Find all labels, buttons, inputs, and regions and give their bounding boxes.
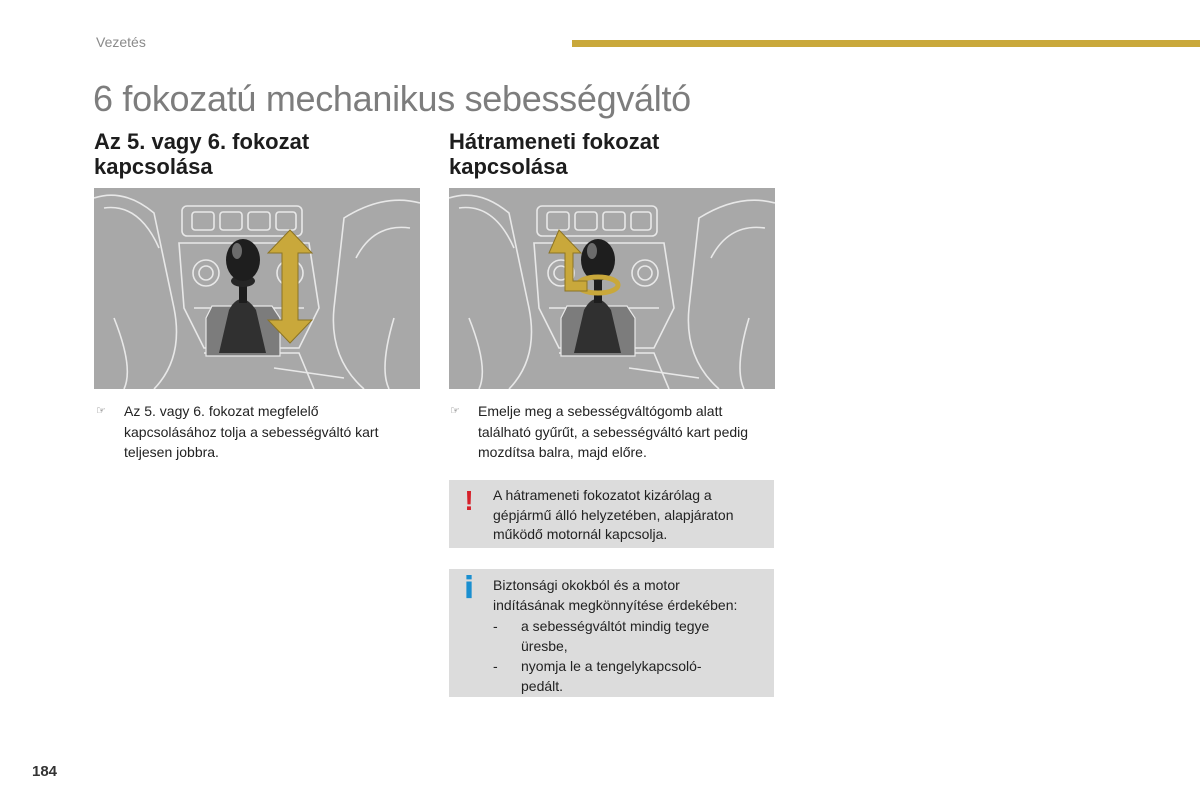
left-heading [94, 129, 414, 179]
info-icon: i [463, 571, 475, 606]
right-text-line-3: mozdítsa balra, majd előre. [478, 444, 647, 460]
pointing-hand-icon: ☞ [450, 405, 460, 417]
left-text-line-2: kapcsolásához tolja a sebességváltó kart [124, 423, 379, 440]
left-heading-line-2: kapcsolása [94, 154, 213, 179]
section-label: Vezetés [96, 34, 146, 50]
header-accent-rule [572, 40, 1200, 47]
info-intro-line-1: Biztonsági okokból és a motor [493, 577, 680, 593]
right-heading-line-2: kapcsolása [449, 154, 568, 179]
info-intro-line-2: indításának megkönnyítése érdekében: [493, 597, 738, 614]
info-list-item [493, 616, 737, 657]
warning-exclamation-icon: ! [464, 485, 474, 516]
reverse-gear-illustration [449, 188, 775, 389]
right-heading-line-1: Hátrameneti fokozat [449, 129, 660, 154]
left-instruction [96, 401, 416, 463]
right-heading [449, 129, 769, 179]
list-dash: - [493, 658, 498, 675]
page-number: 184 [32, 763, 58, 780]
left-text-line-3: teljesen jobbra. [124, 444, 219, 460]
info-box [449, 569, 774, 697]
right-text-line-2: található gyűrűt, a sebességváltó kart pedig [478, 423, 749, 440]
info-item-1-line-2: üresbe, [521, 637, 568, 654]
left-heading-line-1: Az 5. vagy 6. fokozat [94, 129, 310, 154]
pointing-hand-icon: ☞ [96, 405, 106, 417]
warning-line-1: A hátrameneti fokozatot kizárólag a [493, 487, 712, 503]
info-list-item [493, 656, 737, 697]
warning-line-3: működő motornál kapcsolja. [493, 526, 668, 542]
warning-box [449, 480, 774, 548]
info-item-2-line-2: pedált. [521, 678, 564, 695]
gear-lever-5-6-illustration [94, 188, 420, 389]
page-title: 6 fokozatú mechanikus sebességváltó [93, 78, 691, 119]
info-item-2-line-1: nyomja le a tengelykapcsoló- [521, 658, 702, 675]
right-text-line-1: Emelje meg a sebességváltógomb alatt [478, 403, 723, 419]
list-dash: - [493, 617, 498, 634]
warning-line-2: gépjármű álló helyzetében, alapjáraton [493, 506, 734, 523]
left-text-line-1: Az 5. vagy 6. fokozat megfelelő [124, 403, 319, 419]
info-item-1-line-1: a sebességváltót mindig tegye [521, 617, 710, 634]
right-instruction [450, 401, 770, 463]
